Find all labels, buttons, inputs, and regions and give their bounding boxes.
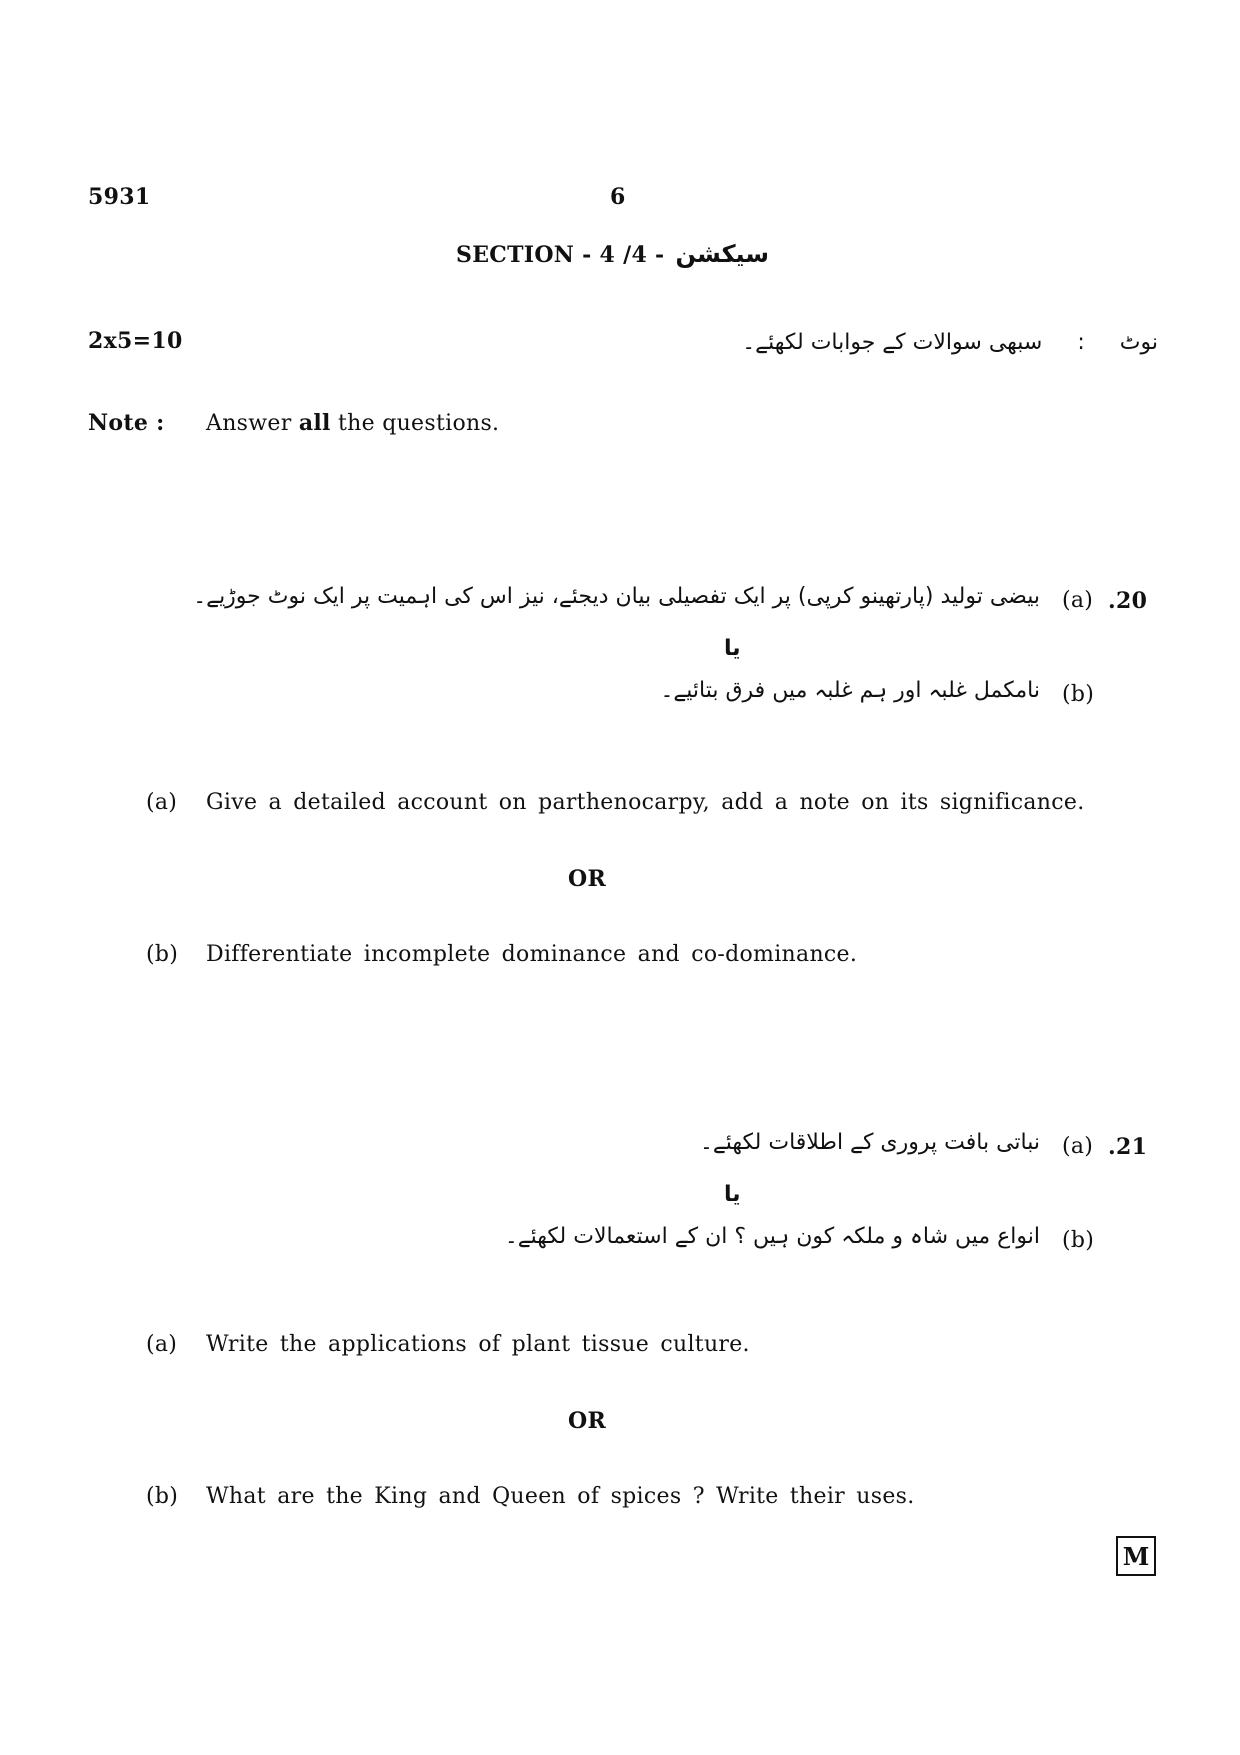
medium-mark-box: M xyxy=(1116,1536,1156,1576)
section-heading xyxy=(456,240,769,268)
q20-ur-a-label: (a) xyxy=(1062,588,1094,613)
q21-en-b-text: What are the King and Queen of spices ? Write their uses. xyxy=(206,1484,915,1509)
marks-allocation: 2x5=10 xyxy=(88,328,183,354)
q21-en-b-label: (b) xyxy=(146,1484,179,1509)
q21-number: .21 xyxy=(1108,1134,1148,1160)
note-text xyxy=(206,410,499,436)
q20-en-b-label: (b) xyxy=(146,942,179,967)
page-number: 6 xyxy=(610,184,626,210)
note-text-bold: all xyxy=(298,410,331,436)
q21-ur-a-label: (a) xyxy=(1062,1134,1094,1159)
q21-en-a-label: (a) xyxy=(146,1332,178,1357)
q21-en-or: OR xyxy=(568,1408,607,1434)
q21-en-a-text: Write the applications of plant tissue culture. xyxy=(206,1332,750,1357)
q20-number: .20 xyxy=(1108,588,1148,614)
section-heading-ur: سیکشن xyxy=(675,240,769,268)
q20-en-a-text: Give a detailed account on parthenocarpy, add a note on its significance. xyxy=(206,790,1085,815)
q20-en-a-label: (a) xyxy=(146,790,178,815)
note-text-after: the questions. xyxy=(337,411,500,436)
note-label: Note : xyxy=(88,410,165,436)
q20-ur-a-text: بیضی تولید (پارتھینو کرپی) پر ایک تفصیلی بیان دیجئے، نیز اس کی اہمیت پر ایک نوٹ جوڑیے۔ xyxy=(193,584,1040,609)
q20-ur-b-text: نامکمل غلبہ اور ہم غلبہ میں فرق بتائیے۔ xyxy=(660,678,1040,703)
note-text-before: Answer xyxy=(206,411,292,436)
q20-ur-or: یا xyxy=(724,636,741,661)
note-urdu xyxy=(742,330,1158,355)
note-urdu-label: نوٹ xyxy=(1119,330,1158,355)
q20-en-b-text: Differentiate incomplete dominance and co-dominance. xyxy=(206,942,858,967)
q20-ur-b-label: (b) xyxy=(1062,682,1095,707)
q20-en-or: OR xyxy=(568,866,607,892)
section-heading-en: SECTION - 4 /4 - xyxy=(456,242,665,268)
q21-ur-or: یا xyxy=(724,1182,741,1207)
q21-ur-b-label: (b) xyxy=(1062,1228,1095,1253)
paper-code: 5931 xyxy=(88,184,151,210)
note-urdu-colon: : xyxy=(1077,330,1085,355)
note-urdu-text: سبھی سوالات کے جوابات لکھئے۔ xyxy=(742,330,1043,355)
q21-ur-b-text: انواع میں شاہ و ملکہ کون ہیں ؟ ان کے استعمالات لکھئے۔ xyxy=(504,1224,1040,1249)
q21-ur-a-text: نباتی بافت پروری کے اطلاقات لکھئے۔ xyxy=(699,1130,1040,1155)
